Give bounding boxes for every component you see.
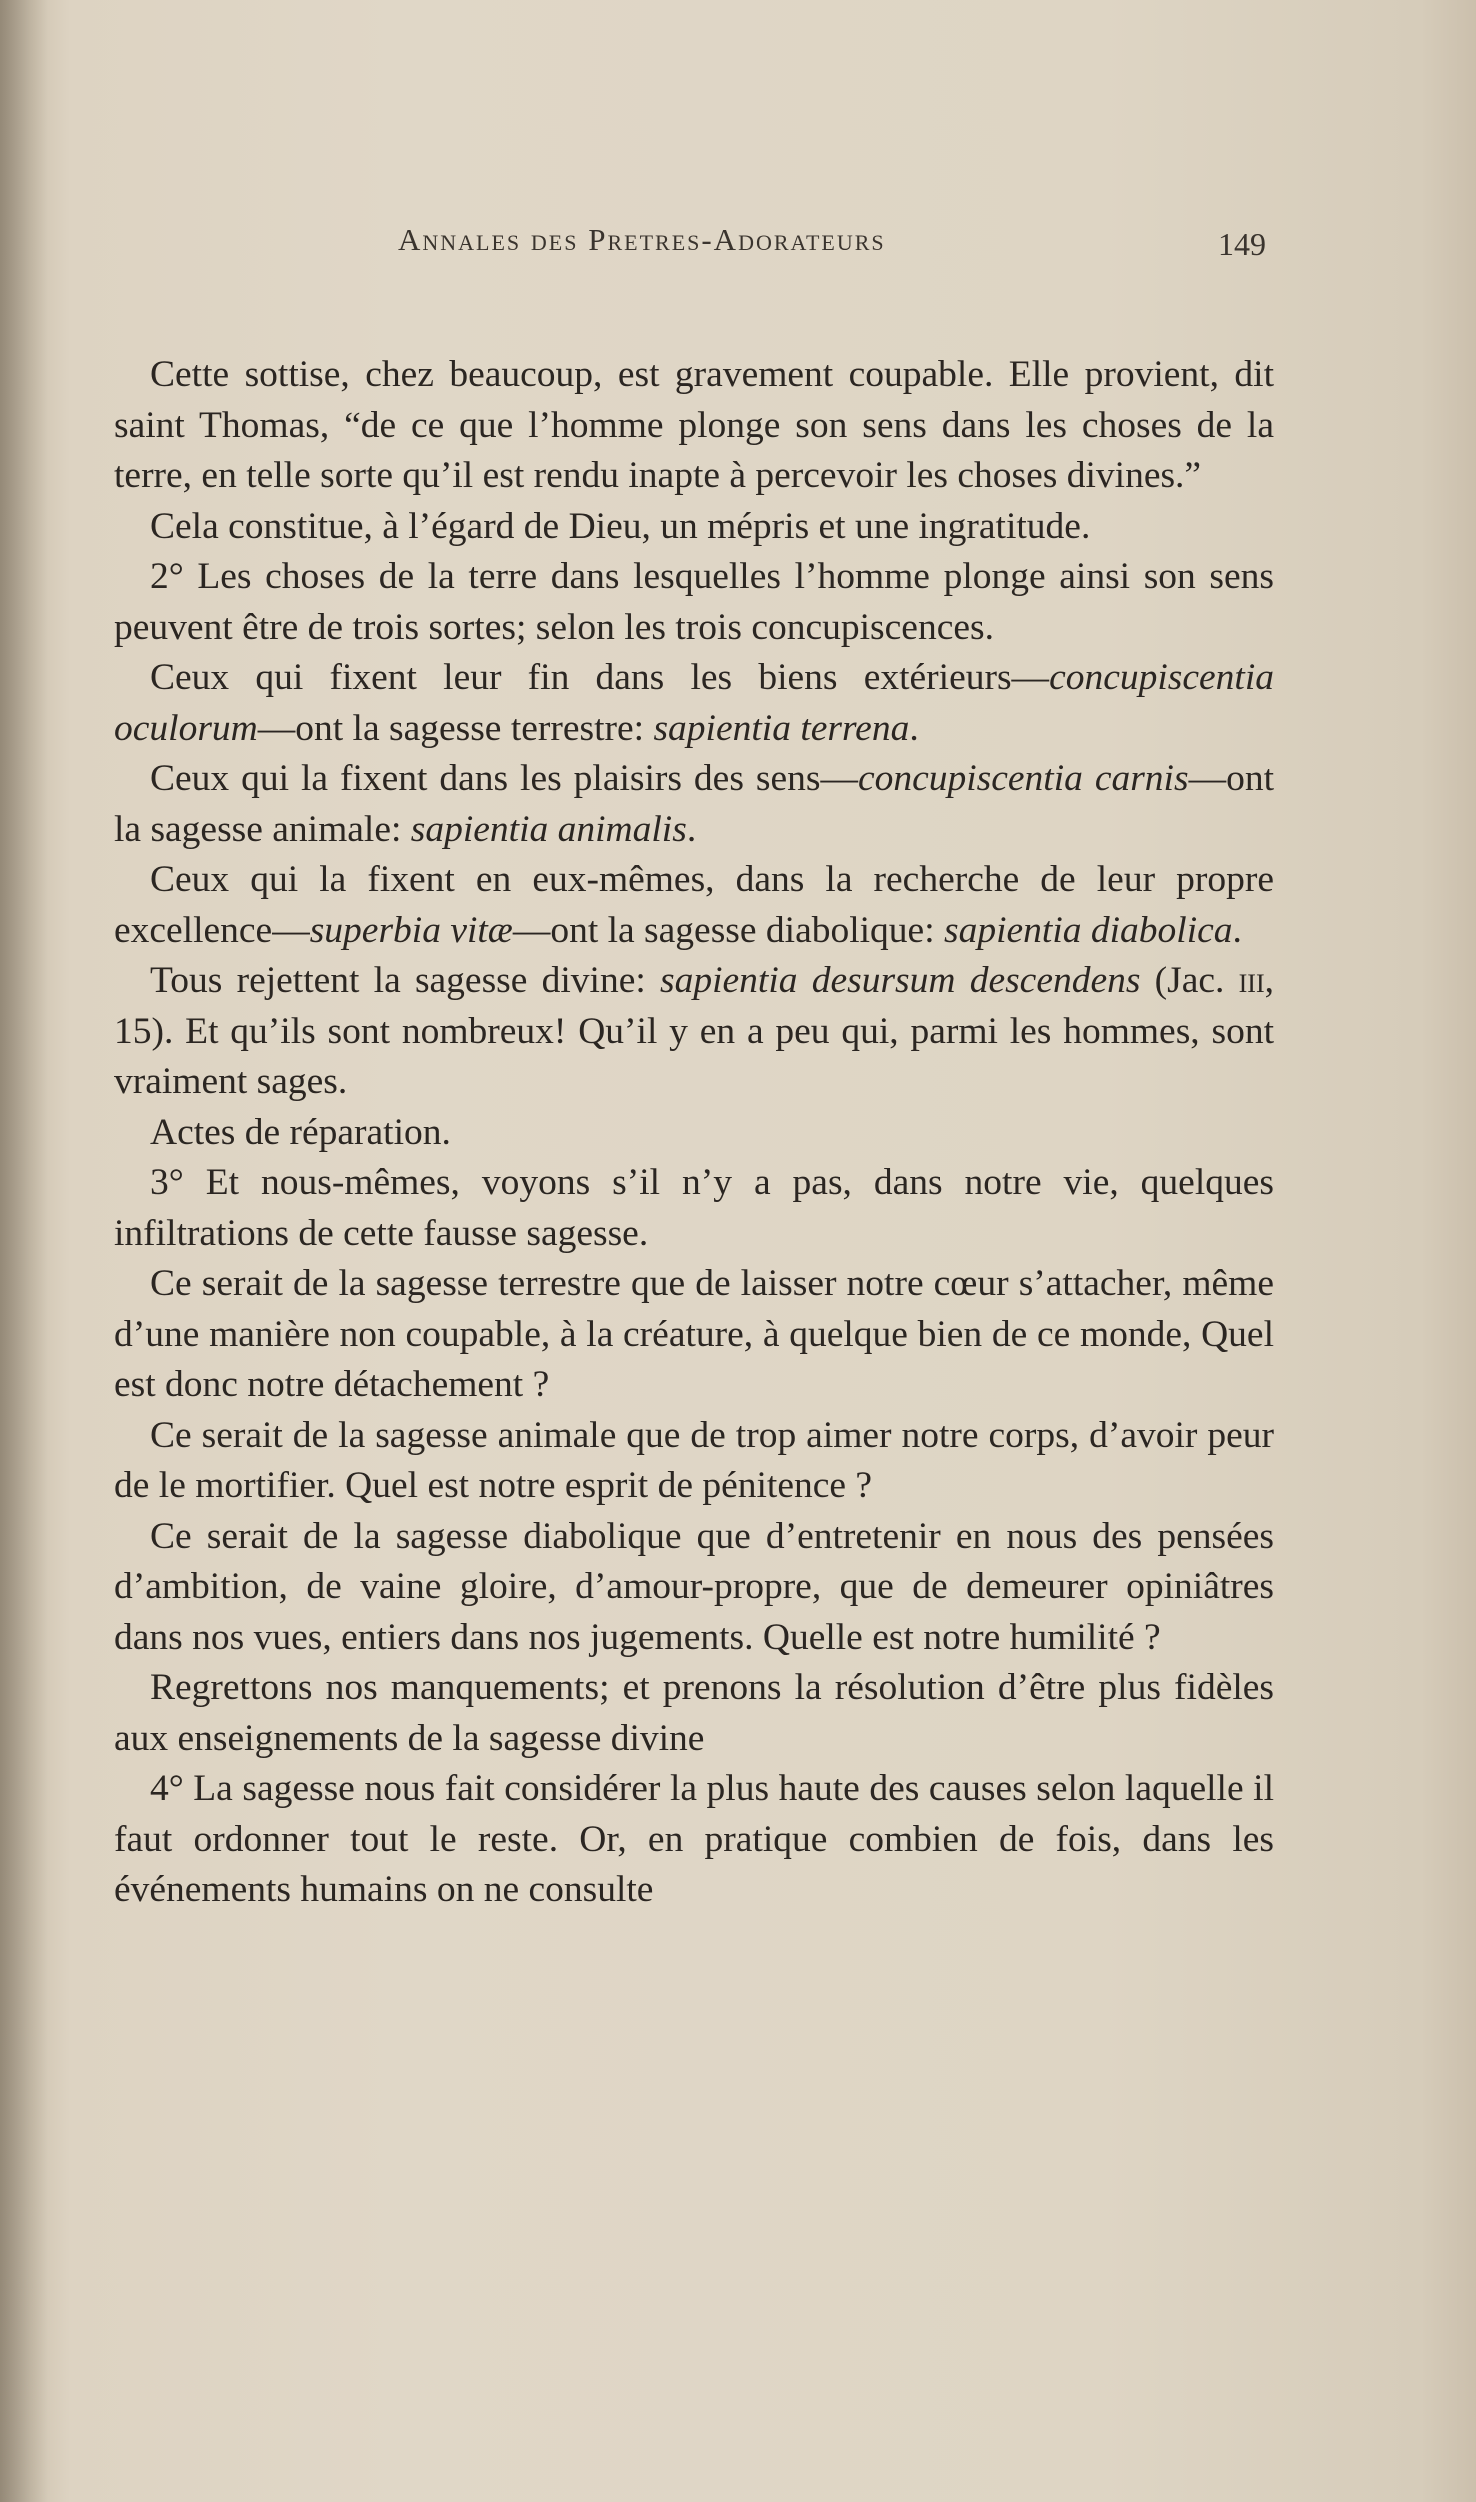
paragraph — [114, 1512, 1274, 1664]
binding-shadow — [0, 0, 48, 2502]
text-segment: 3° Et nous-mêmes, voyons s’il n’y a pas, dans notre vie, quelques infiltrations de cette fausse sagesse. — [114, 1162, 1274, 1254]
paragraph — [114, 350, 1274, 502]
text-segment: . — [1232, 909, 1242, 951]
text-segment: Ceux qui la fixent en eux-mêmes, dans la recherche de leur propre excellence— — [114, 859, 1274, 951]
text-segment: Ce serait de la sagesse diabolique que d’entretenir en nous des pensées d’ambition, de vaine gloire, d’amour-propre, que de demeurer opiniâtres dans nos vues, entiers dans nos jugements. Quelle est notre humilité ? — [114, 1515, 1274, 1658]
text-segment: Ce serait de la sagesse animale que de trop aimer notre corps, d’avoir peur de le mortifier. Quel est notre esprit de pénitence ? — [114, 1414, 1274, 1506]
text-segment: —ont la sagesse diabolique: — [512, 909, 944, 951]
text-segment: Cela constitue, à l’égard de Dieu, un mépris et une ingratitude. — [150, 505, 1091, 547]
paragraph — [114, 1158, 1274, 1259]
text-segment: 2° Les choses de la terre dans lesquelles l’homme plonge ainsi son sens peuvent être de trois sortes; selon les trois concupiscences. — [114, 556, 1274, 648]
paragraph — [114, 754, 1274, 855]
paragraph — [114, 1764, 1274, 1916]
running-head — [0, 222, 1476, 272]
text-segment: —ont la sagesse animale: — [114, 758, 1274, 850]
latin-phrase: sapientia desursum descendens — [660, 960, 1141, 1001]
paragraph — [114, 1259, 1274, 1411]
text-segment: Tous rejettent la sagesse divine: — [150, 960, 660, 1001]
paragraph — [114, 855, 1274, 956]
text-segment: Actes de réparation. — [150, 1111, 451, 1153]
paragraph — [114, 502, 1274, 553]
text-segment: Ce serait de la sagesse terrestre que de laisser notre cœur s’attacher, même d’une manière non coupable, à la créature, à quelque bien de ce monde, Quel est donc notre détachement ? — [114, 1263, 1274, 1405]
paragraph — [114, 1663, 1274, 1764]
paragraph — [114, 653, 1274, 754]
text-segment: —ont la sagesse terrestre: — [257, 707, 654, 749]
text-segment: 4° La sagesse nous fait considérer la plus haute des causes selon laquelle il faut ordonner tout le reste. Or, en pratique combien de fois, dans les événements humains on ne consulte — [114, 1768, 1274, 1910]
text-segment: (Jac. — [1140, 960, 1239, 1001]
roman-numeral: iii — [1238, 960, 1265, 1001]
running-title: Annales des Pretres-Adorateurs — [398, 222, 886, 257]
page-number: 149 — [1218, 226, 1266, 262]
body-text — [114, 350, 1274, 1916]
text-segment: , 15). Et qu’ils sont nombreux! Qu’il y en a peu qui, parmi les hommes, sont vraiment sages. — [114, 960, 1274, 1102]
paragraph — [114, 552, 1274, 653]
latin-phrase: sapientia animalis — [410, 808, 687, 850]
text-segment: . — [909, 707, 919, 749]
latin-phrase: concupiscentia oculorum — [114, 657, 1274, 749]
text-segment: Cette sottise, chez beaucoup, est gravement coupable. Elle provient, dit saint Thomas, “de ce que l’homme plonge son sens dans les choses de la terre, en telle sorte qu’il est rendu inapte à percevoir les choses divines.” — [114, 354, 1274, 496]
paragraph — [114, 1411, 1274, 1512]
latin-phrase: sapientia terrena — [653, 707, 910, 749]
text-segment: Ceux qui fixent leur fin dans les biens extérieurs— — [150, 657, 1050, 698]
text-segment: . — [686, 808, 697, 850]
latin-phrase: superbia vitæ — [309, 909, 513, 951]
paragraph — [114, 1108, 1274, 1159]
latin-phrase: concupiscentia carnis — [857, 758, 1189, 799]
text-segment: Ceux qui la fixent dans les plaisirs des sens— — [150, 758, 858, 799]
text-segment: Regrettons nos manquements; et prenons la résolution d’être plus fidèles aux enseignements de la sagesse divine — [114, 1667, 1274, 1759]
paragraph — [114, 956, 1274, 1108]
latin-phrase: sapientia diabolica — [944, 909, 1233, 951]
